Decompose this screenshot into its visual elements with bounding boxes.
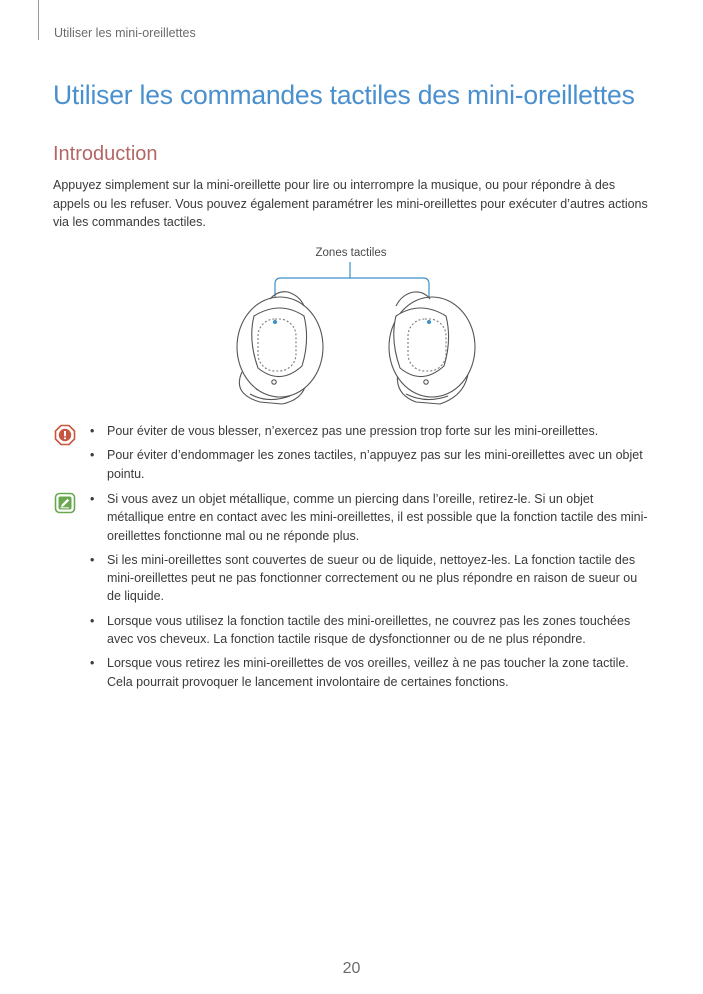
caution-list — [88, 422, 648, 489]
note-list — [88, 490, 648, 697]
list-item: • Lorsque vous retirez les mini-oreillettes de vos oreilles, veillez à ne pas toucher la zone tactile. Cela pourrait provoquer le lancement involontaire de certaines fonctions. — [88, 654, 648, 691]
note-icon — [54, 492, 76, 514]
list-item: • Lorsque vous utilisez la fonction tactile des mini-oreillettes, ne couvrez pas les zones touchées avec vos cheveux. La fonction tactile risque de dysfonctionner ou de ne plus répondre. — [88, 612, 648, 649]
list-item: • Si vous avez un objet métallique, comme un piercing dans l’oreille, retirez-le. Si un objet métallique entre en contact avec les mini-oreillettes, il est possible que la fonction tactile des mini-oreillettes fonctionne mal ou ne réponde plus. — [88, 490, 648, 545]
left-earbud — [237, 292, 323, 404]
earbuds-figure — [220, 244, 490, 414]
list-item: • Si les mini-oreillettes sont couvertes de sueur ou de liquide, nettoyez-les. La fonction tactile des mini-oreillettes peut ne pas fonctionner correctement ou ne plus répondre en raison de sueur ou de liquide. — [88, 551, 648, 606]
list-item: • Pour éviter d’endommager les zones tactiles, n’appuyez pas sur les mini-oreillettes avec un objet pointu. — [88, 446, 648, 483]
header-rule — [38, 0, 39, 40]
section-heading: Introduction — [53, 143, 158, 165]
caution-icon — [54, 424, 76, 446]
running-header: Utiliser les mini-oreillettes — [54, 26, 196, 40]
intro-paragraph: Appuyez simplement sur la mini-oreillette pour lire ou interrompre la musique, ou pour répondre à des appels ou les refuser. Vous pouvez également paramétrer les mini-oreillettes pour exécuter d’autres actions via les commandes tactiles. — [53, 178, 648, 229]
page-number: 20 — [342, 960, 361, 977]
list-item: • Pour éviter de vous blesser, n’exercez pas une pression trop forte sur les mini-oreillettes. — [88, 422, 648, 440]
right-earbud — [389, 292, 475, 404]
earbuds-illustration — [220, 244, 490, 414]
page-title: Utiliser les commandes tactiles des mini-oreillettes — [53, 80, 635, 110]
figure-label: Zones tactiles — [315, 247, 387, 259]
